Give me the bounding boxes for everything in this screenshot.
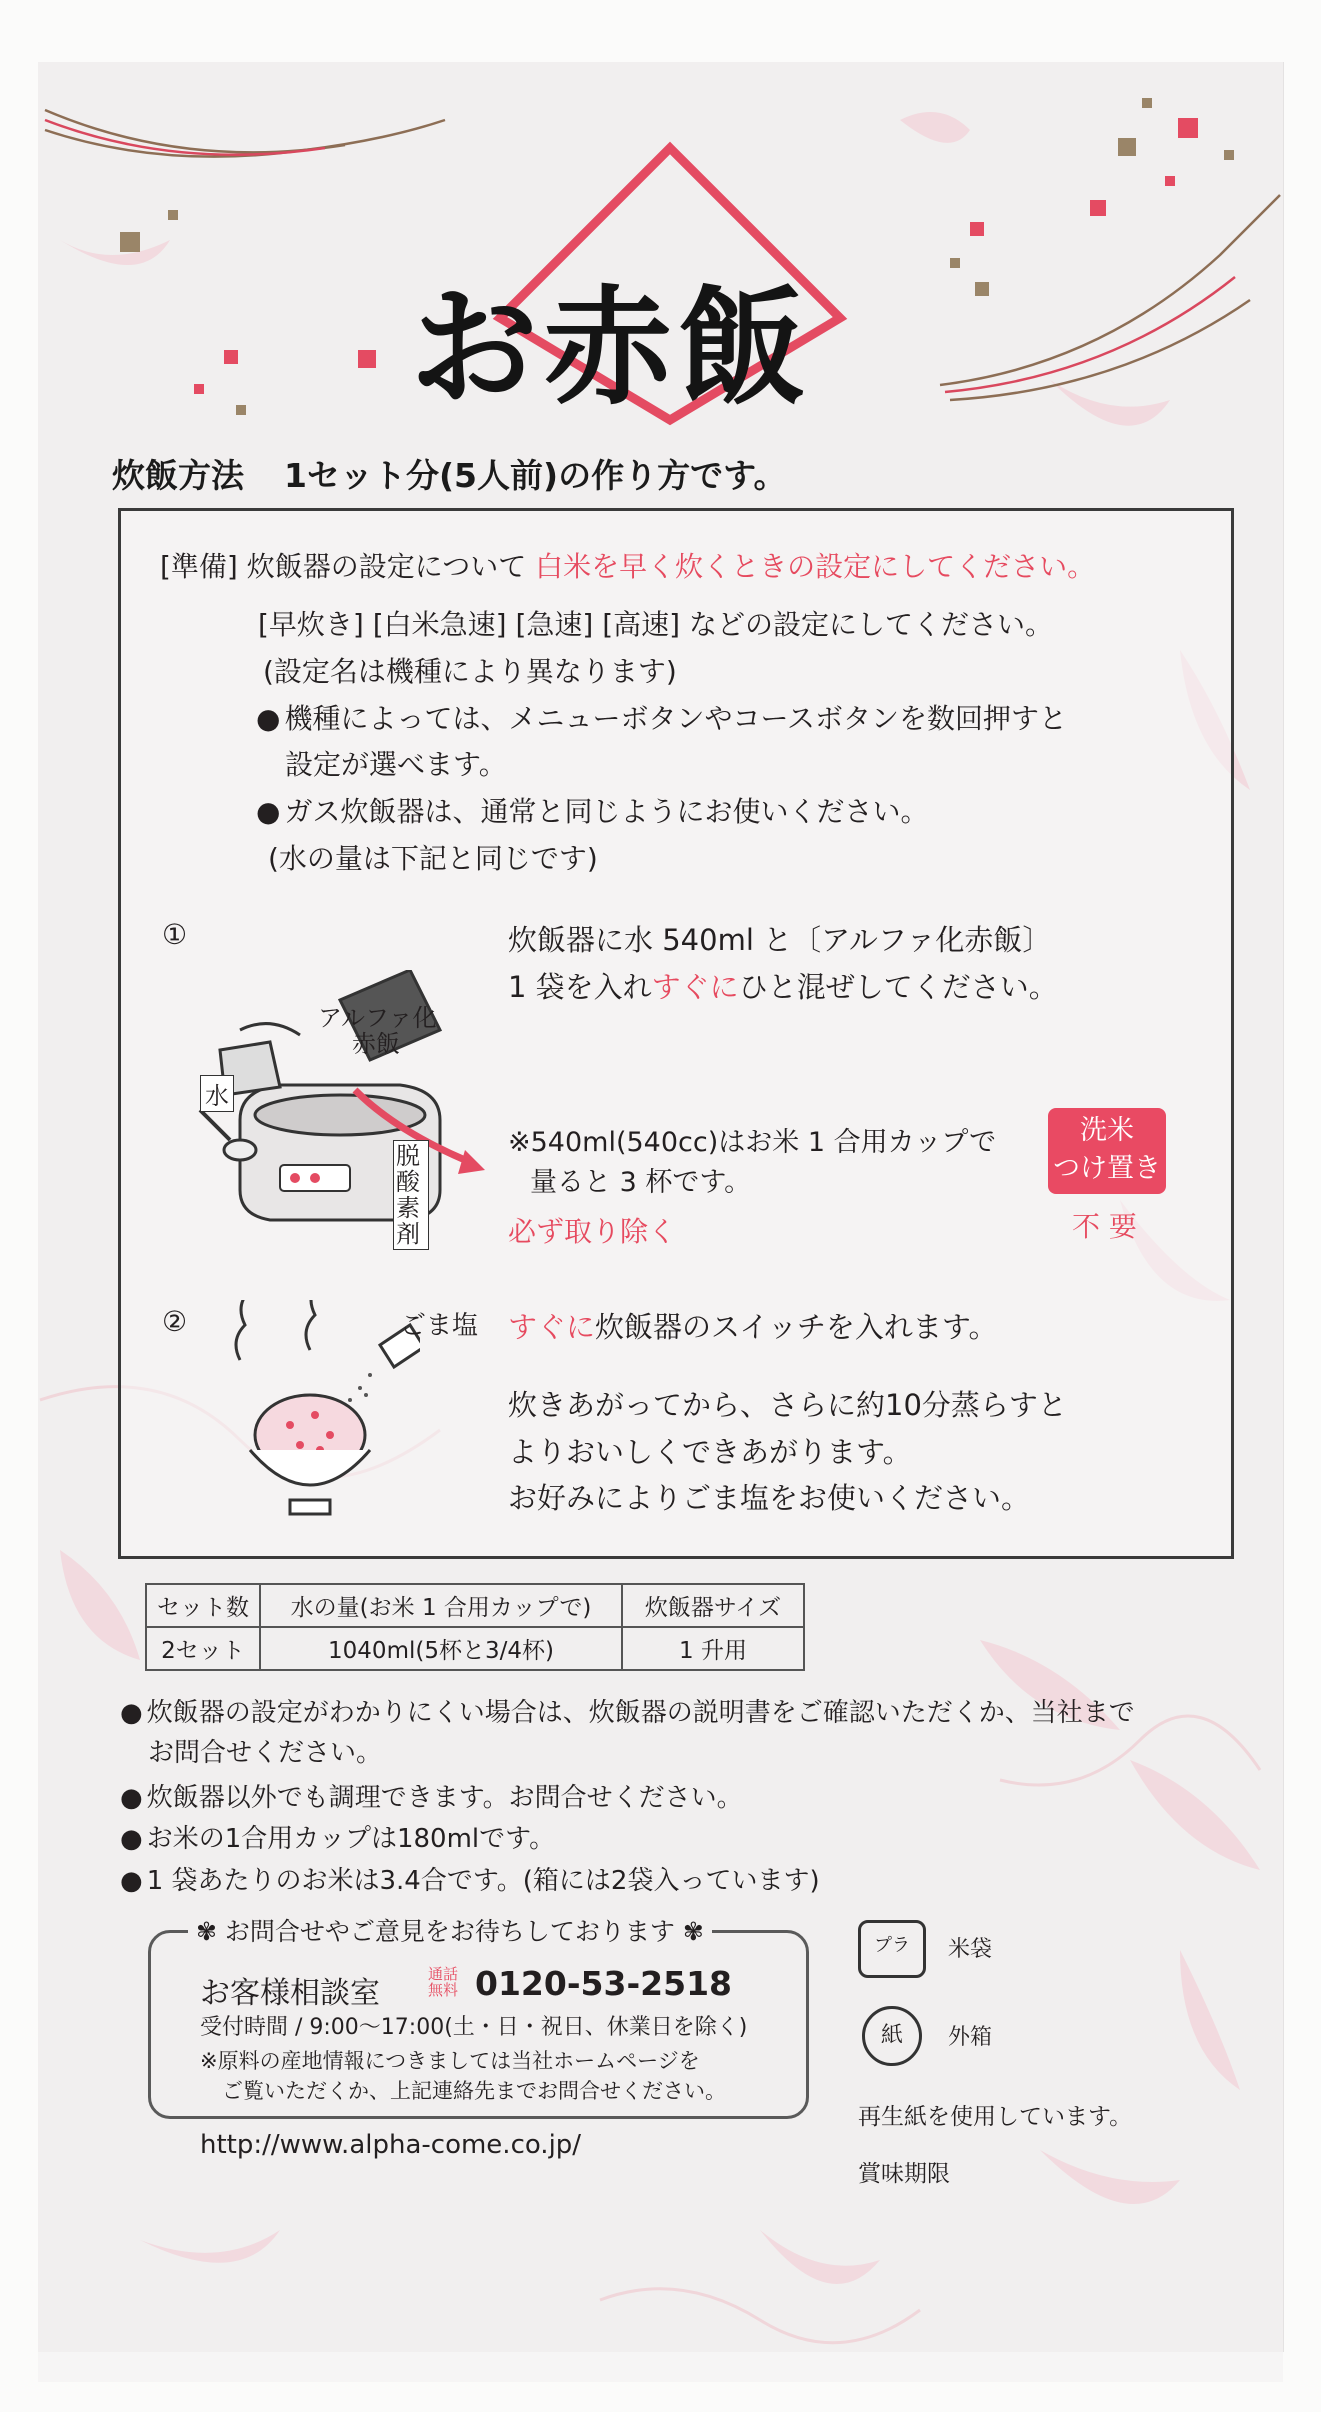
prep-label — [160, 545, 1095, 585]
prep-line-6: (水の量は下記と同じです) — [268, 842, 598, 875]
contact-note-1: ※原料の産地情報につきましては当社ホームページを — [200, 2049, 700, 2073]
website-url[interactable]: http://www.alpha-come.co.jp/ — [200, 2130, 582, 2160]
table-header-cooker: 炊飯器サイズ — [622, 1584, 804, 1627]
table-cell-sets: 2セット — [146, 1627, 260, 1670]
note-1-cont: お問合せください。 — [148, 1738, 383, 1768]
prep-line-5: ● ガス炊飯器は、通常と同じようにお使いください。 — [256, 790, 928, 830]
step1-number: ① — [162, 918, 188, 951]
product-title: お赤飯 — [410, 273, 813, 423]
method-label: 炊飯方法 — [112, 456, 244, 495]
no-washing-badge — [1048, 1108, 1166, 1194]
step2-line-2: 炊きあがってから、さらに約10分蒸らすと — [508, 1388, 1067, 1422]
rice-packet-label — [318, 1005, 437, 1057]
step1-note-2: 量ると 3 杯です。 — [530, 1167, 752, 1198]
step2-line-1b: 炊飯器のスイッチを入れます。 — [595, 1310, 998, 1344]
plastic-recycle-icon: プラ — [858, 1920, 926, 1978]
water-amount-table — [145, 1583, 805, 1671]
phone-number: 0120-53-2518 — [475, 1964, 733, 2003]
paper-recycle-icon: 紙 — [862, 2006, 922, 2066]
prep-label-text: [準備] 炊飯器の設定について — [160, 550, 527, 583]
table-row — [146, 1627, 804, 1670]
recycled-paper-note: 再生紙を使用しています。 — [858, 2104, 1133, 2130]
step2-line-3: よりおいしくできあがります。 — [508, 1435, 912, 1469]
note-2: ● 炊飯器以外でも調理できます。お問合せください。 — [120, 1777, 743, 1814]
clover-icon: ✾ — [196, 1917, 217, 1946]
customer-office: お客様相談室 — [200, 1976, 380, 2011]
prep-line-1: [早炊き] [白米急速] [急速] [高速] などの設定にしてください。 — [258, 608, 1053, 641]
prep-line-4: 設定が選べます。 — [285, 748, 507, 781]
toll-free-mark — [428, 1966, 458, 1998]
rice-bowl-illustration — [220, 1300, 420, 1530]
note-3: ● お米の1合用カップは180mlです。 — [120, 1818, 555, 1855]
oxygen-absorber-label: 脱酸素剤 — [393, 1140, 429, 1250]
paper-label: 外箱 — [948, 2025, 993, 2050]
prep-highlight: 白米を早く炊くときの設定にしてください。 — [535, 550, 1096, 583]
step1-note-1: ※540ml(540cc)はお米 1 合用カップで — [508, 1127, 997, 1158]
badge-line-1: 洗米 — [1080, 1115, 1134, 1146]
contact-note-2: ご覧いただくか、上記連絡先までお問合せください。 — [222, 2079, 726, 2103]
toll-free-2: 無料 — [428, 1981, 459, 1999]
badge-line-2: つけ置き — [1053, 1153, 1161, 1184]
step1-line-2 — [508, 965, 1058, 1006]
not-required-text: 不 要 — [1072, 1210, 1137, 1243]
must-remove-text: 必ず取り除く — [508, 1215, 677, 1248]
method-subtitle: 1セット分(5人前)の作り方です。 — [284, 456, 787, 495]
rice-packet-label-1: アルファ化 — [318, 1004, 437, 1032]
note-1: ● 炊飯器の設定がわかりにくい場合は、炊飯器の説明書をご確認いただくか、当社まで — [120, 1692, 1135, 1729]
step1-line-2b: ひと混ぜしてください。 — [738, 970, 1058, 1004]
table-header-water: 水の量(お米 1 合用カップで) — [260, 1584, 622, 1627]
step2-number: ② — [162, 1305, 188, 1338]
table-header-row — [146, 1584, 804, 1627]
water-label: 水 — [200, 1075, 234, 1112]
clover-icon: ✾ — [682, 1917, 704, 1946]
step1-line-1: 炊飯器に水 540ml と〔アルファ化赤飯〕 — [508, 923, 1052, 957]
table-header-sets: セット数 — [146, 1584, 260, 1627]
table-cell-cooker: 1 升用 — [622, 1627, 804, 1670]
step1-line-2a: 1 袋を入れ — [508, 970, 652, 1004]
expiry-label: 賞味期限 — [858, 2161, 950, 2187]
prep-line-2: (設定名は機種により異なります) — [263, 655, 677, 688]
prep-line-3: ● 機種によっては、メニューボタンやコースボタンを数回押すと — [256, 697, 1067, 737]
toll-free-1: 通話 — [428, 1965, 459, 1983]
note-4: ● 1 袋あたりのお米は3.4合です。(箱には2袋入っています) — [120, 1860, 820, 1897]
table-cell-water: 1040ml(5杯と3/4杯) — [260, 1627, 622, 1670]
step2-line-1 — [508, 1305, 998, 1346]
method-heading — [112, 450, 786, 497]
step2-immediately: すぐに — [508, 1310, 596, 1344]
rice-packet-label-2: 赤飯 — [352, 1030, 400, 1058]
contact-title-text: お問合せやご意見をお待ちしております — [224, 1917, 675, 1946]
sesame-salt-label: ごま塩 — [400, 1311, 479, 1341]
step2-line-4: お好みによりごま塩をお使いください。 — [508, 1481, 1031, 1515]
business-hours: 受付時間 / 9:00〜17:00(土・日・祝日、休業日を除く) — [200, 2015, 748, 2040]
step1-immediately: すぐに — [651, 970, 739, 1004]
plastic-label: 米袋 — [948, 1937, 993, 1962]
contact-title — [188, 1912, 712, 1948]
